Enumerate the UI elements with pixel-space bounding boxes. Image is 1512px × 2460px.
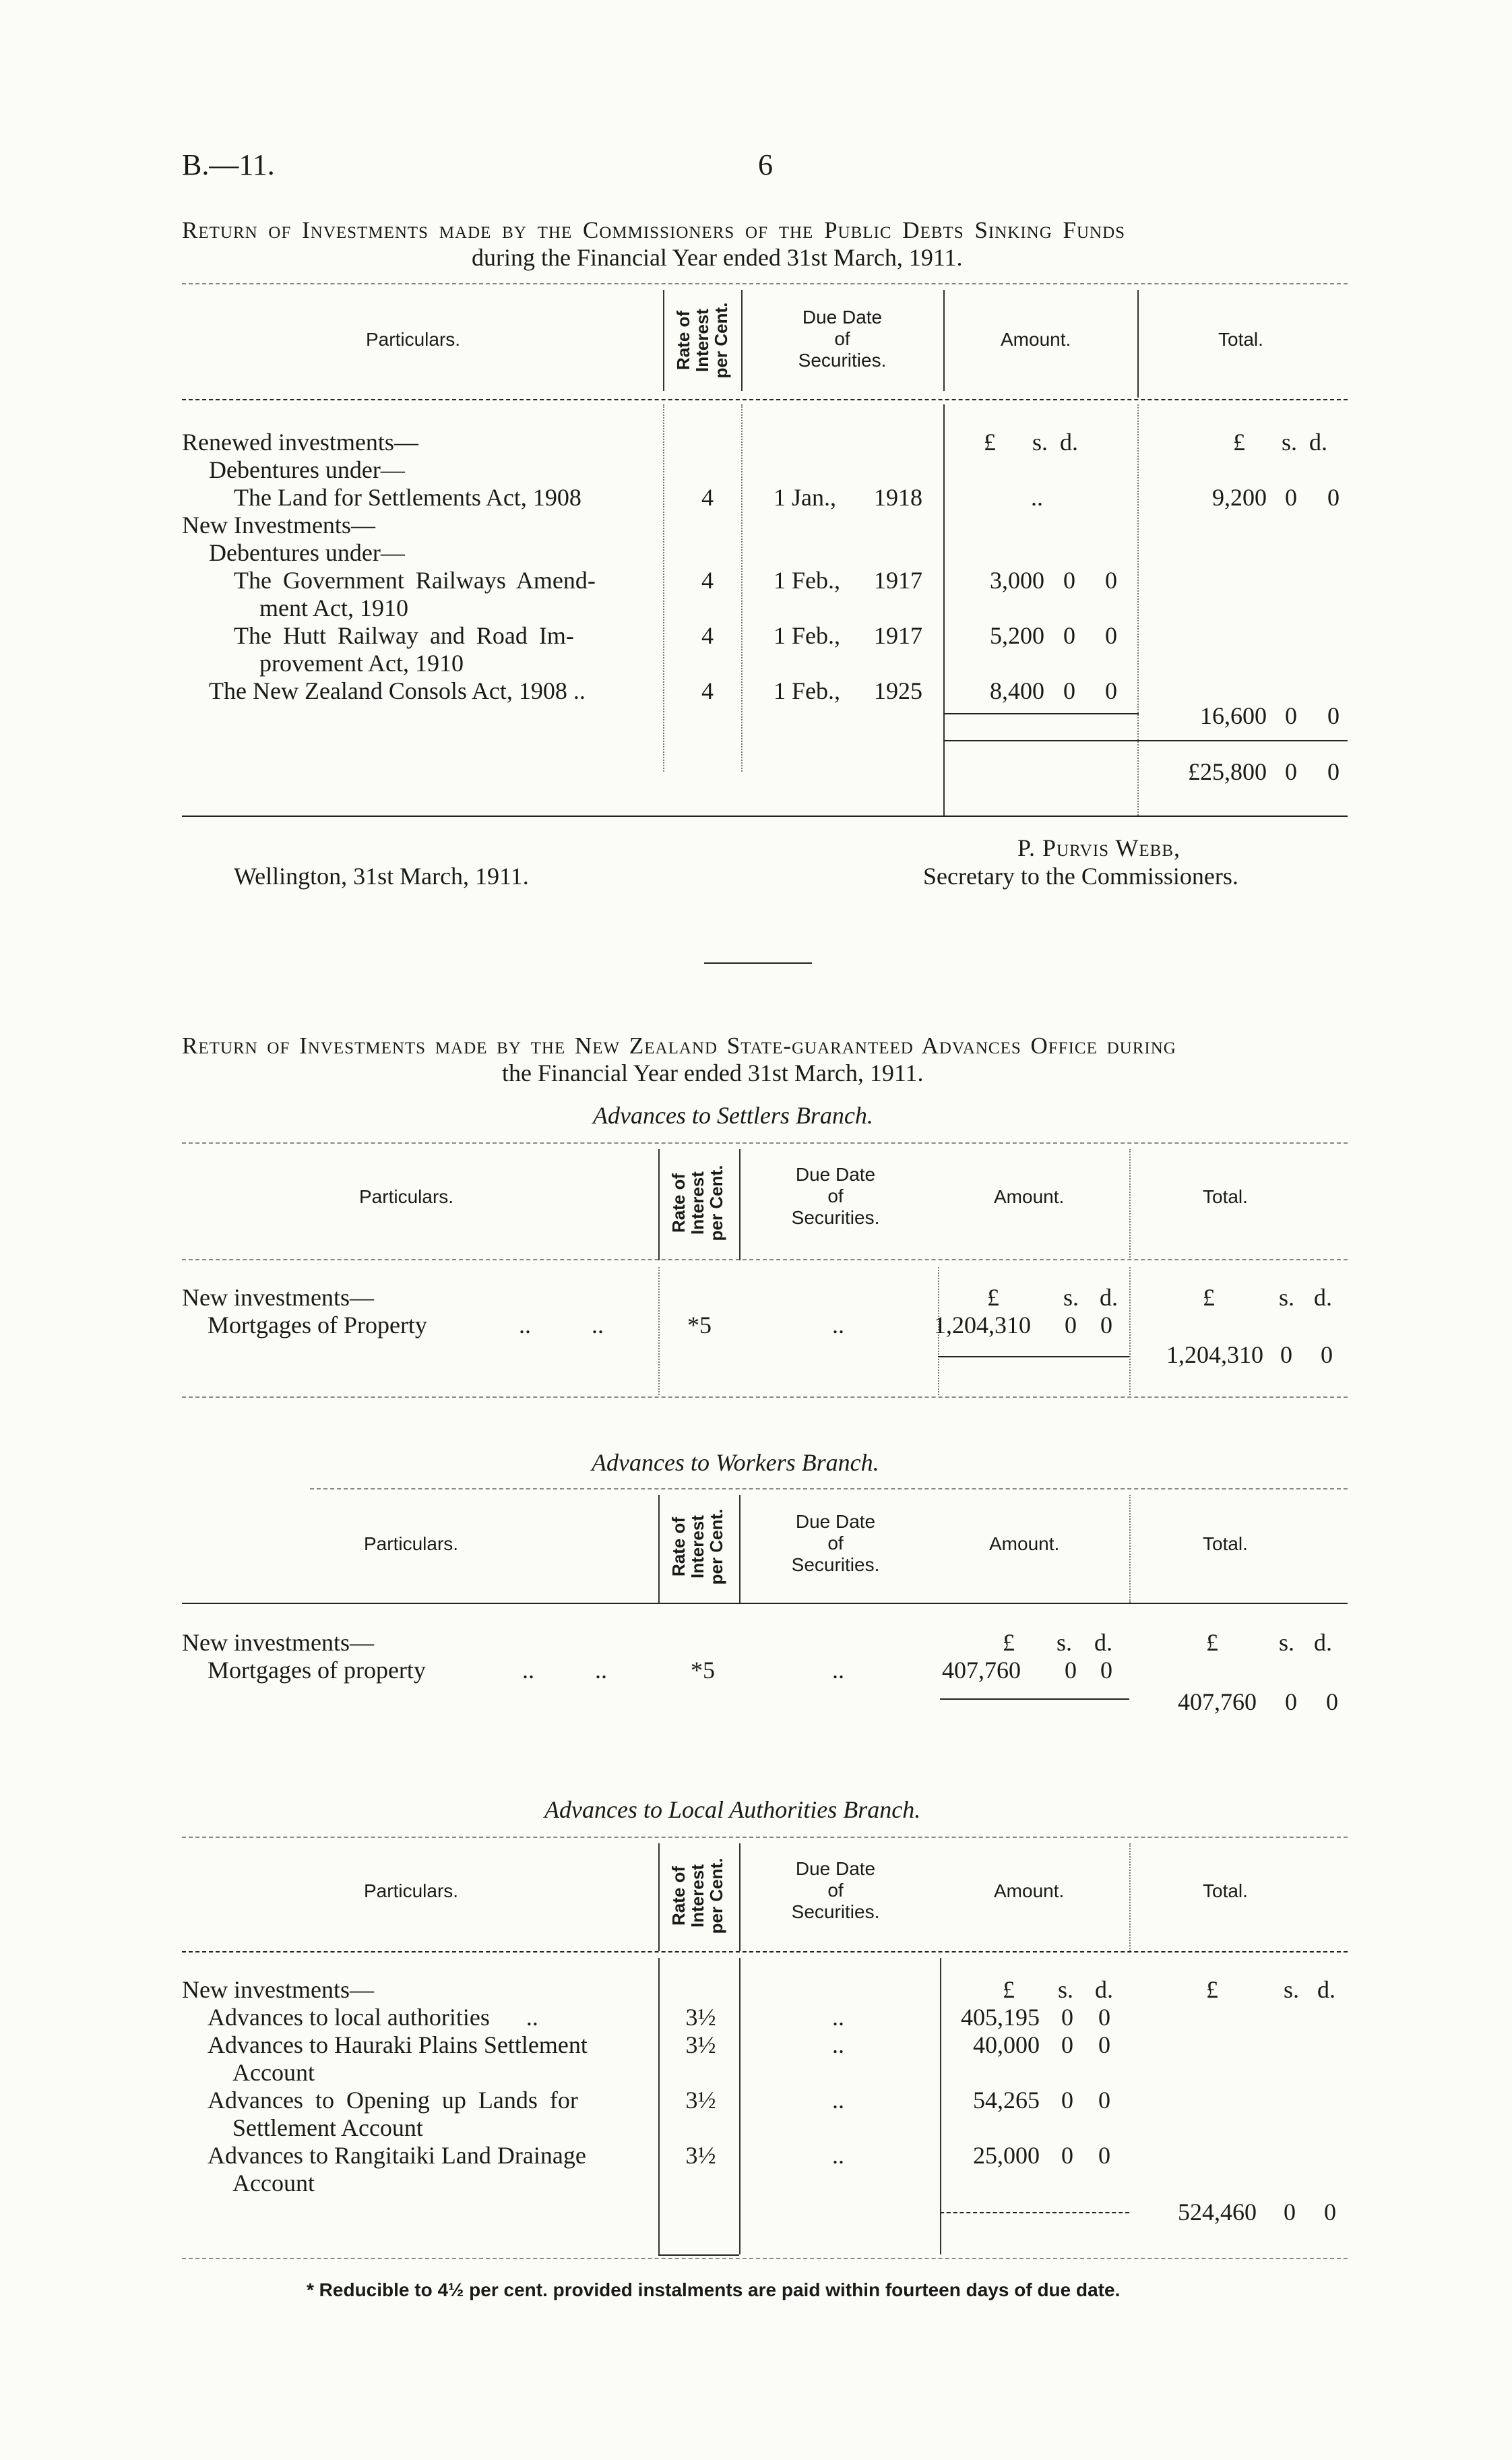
local-amt-4-s: 0 <box>1061 2142 1073 2169</box>
settlers-tot-s: 0 <box>1280 1341 1292 1368</box>
settlers-hdr-due: Due Date of Securities. <box>791 1164 880 1228</box>
t1-amt-3: 5,200 <box>990 622 1044 649</box>
local-amt-2-s: 0 <box>1061 2031 1073 2058</box>
t1-year-1: 1918 <box>874 484 922 511</box>
workers-tot-d: 0 <box>1326 1688 1338 1715</box>
workers-amt-d-unit: d. <box>1094 1629 1112 1656</box>
t1-row-renewed: Renewed investments— <box>182 429 418 456</box>
local-due-1: .. <box>832 2004 844 2031</box>
t1-year-4: 1925 <box>874 677 922 704</box>
local-due-3: .. <box>832 2087 844 2114</box>
workers-tot-s: 0 <box>1285 1688 1297 1715</box>
footnote: * Reducible to 4½ per cent. provided instalments are paid within fourteen days of due date. <box>307 2279 1121 2300</box>
local-hdr-rate: Rate of Interest per Cent. <box>668 1857 726 1934</box>
page-number: 6 <box>758 148 773 181</box>
local-tot-d: 0 <box>1324 2198 1336 2225</box>
t1-amt-4: 8,400 <box>990 677 1044 704</box>
t1-due-1: 1 Jan., <box>774 484 836 511</box>
table2-title-line1: Return of Investments made by the New Zealand State-guaranteed Advances Office during <box>182 1033 1176 1059</box>
table1-title-line2: during the Financial Year ended 31st March, 1911. <box>472 244 963 271</box>
workers-amt-s-unit: s. <box>1057 1629 1073 1656</box>
table2-title-line2: the Financial Year ended 31st March, 1911. <box>502 1059 924 1086</box>
t1-tot-1-d: 0 <box>1327 484 1340 511</box>
t1-hdr-total: Total. <box>1218 329 1263 350</box>
t1-tot-1: 9,200 <box>1212 484 1267 511</box>
settlers-heading: Advances to Settlers Branch. <box>593 1102 873 1129</box>
settlers-amt-d: 0 <box>1100 1312 1112 1339</box>
workers-row-new: New investments— <box>182 1629 374 1656</box>
t1-hdr-rate: Rate of Interest per Cent. <box>673 302 731 379</box>
t1-hdr-particulars: Particulars. <box>366 329 461 350</box>
t1-amt-2-d: 0 <box>1105 567 1117 594</box>
local-amt-1: 405,195 <box>961 2004 1040 2031</box>
settlers-amt-d-unit: d. <box>1100 1284 1118 1311</box>
settlers-amt-pound: £ <box>987 1284 999 1311</box>
workers-amt-s: 0 <box>1065 1657 1077 1684</box>
local-tot-d-unit: d. <box>1317 1976 1335 2003</box>
local-tot-s-unit: s. <box>1284 1976 1300 2003</box>
settlers-tot-pound: £ <box>1203 1284 1215 1311</box>
t1-due-3: 1 Feb., <box>774 622 840 649</box>
t1-grand-d: 0 <box>1327 758 1340 785</box>
t1-grand-total: £25,800 <box>1188 758 1267 785</box>
t1-amt-2-s: 0 <box>1063 567 1075 594</box>
local-amt-2-d: 0 <box>1098 2031 1110 2058</box>
t1-row-railways-cont: ment Act, 1910 <box>259 594 408 621</box>
local-row-4-cont: Account <box>232 2170 315 2196</box>
t1-row-consols: The New Zealand Consols Act, 1908 .. <box>209 677 586 704</box>
settlers-tot-d: 0 <box>1321 1341 1333 1368</box>
t1-due-4: 1 Feb., <box>774 677 840 704</box>
local-amt-1-d: 0 <box>1098 2004 1110 2031</box>
local-heading: Advances to Local Authorities Branch. <box>544 1796 921 1823</box>
local-amt-d-unit: d. <box>1095 1976 1113 2003</box>
t1-hdr-amount: Amount. <box>1001 329 1071 350</box>
local-hdr-particulars: Particulars. <box>364 1880 459 1901</box>
t1-year-3: 1917 <box>874 622 922 649</box>
local-hdr-amount: Amount. <box>994 1880 1065 1901</box>
table1-title-line1: Return of Investments made by the Commissioners of the Public Debts Sinking Funds <box>182 217 1126 243</box>
workers-hdr-amount: Amount. <box>989 1533 1060 1554</box>
local-tot-s: 0 <box>1284 2198 1296 2225</box>
settlers-hdr-rate: Rate of Interest per Cent. <box>668 1165 726 1241</box>
settlers-row-mortgages: Mortgages of Property <box>208 1312 427 1339</box>
t1-year-2: 1917 <box>874 567 922 594</box>
local-amt-3-d: 0 <box>1098 2087 1110 2114</box>
local-row-2: Advances to Hauraki Plains Settlement <box>208 2031 588 2058</box>
settlers-hdr-total: Total. <box>1203 1186 1248 1207</box>
settlers-row-new: New investments— <box>182 1284 374 1311</box>
workers-heading: Advances to Workers Branch. <box>592 1449 879 1476</box>
page-reference: B.—11. <box>182 148 275 181</box>
t1-amt-1: .. <box>1031 484 1043 511</box>
local-row-1: Advances to local authorities .. <box>208 2004 538 2031</box>
local-row-3: Advances to Opening up Lands for <box>208 2087 578 2114</box>
t1-grand-s: 0 <box>1285 758 1297 785</box>
settlers-dots: .. .. <box>519 1312 604 1339</box>
workers-amt-d: 0 <box>1100 1657 1112 1684</box>
t1-subtotal: 16,600 <box>1200 702 1267 729</box>
t1-amt-2: 3,000 <box>990 567 1044 594</box>
local-row-4: Advances to Rangitaiki Land Drainage <box>208 2142 586 2169</box>
workers-hdr-particulars: Particulars. <box>364 1533 459 1554</box>
local-amt-4-d: 0 <box>1098 2142 1110 2169</box>
t1-hdr-due: Due Date of Securities. <box>798 307 887 371</box>
t1-amt-3-d: 0 <box>1105 622 1117 649</box>
t1-subtotal-s: 0 <box>1285 702 1297 729</box>
local-row-3-cont: Settlement Account <box>232 2114 423 2141</box>
local-amt-3-s: 0 <box>1061 2087 1073 2114</box>
local-rate-2: 3½ <box>685 2031 716 2058</box>
settlers-rate: *5 <box>687 1312 712 1339</box>
workers-row-mortgages: Mortgages of property <box>208 1657 426 1684</box>
settlers-hdr-particulars: Particulars. <box>359 1186 454 1207</box>
signer-name: P. Purvis Webb, <box>1017 834 1181 861</box>
t1-tot-1-s: 0 <box>1285 484 1297 511</box>
settlers-tot-s-unit: s. <box>1279 1284 1295 1311</box>
local-amt-s-unit: s. <box>1058 1976 1074 2003</box>
local-tot-pound: £ <box>1206 1976 1218 2003</box>
settlers-due: .. <box>832 1312 844 1339</box>
workers-hdr-due: Due Date of Securities. <box>791 1511 880 1575</box>
t1-amt-4-s: 0 <box>1063 677 1075 704</box>
local-rate-3: 3½ <box>685 2087 716 2114</box>
local-amt-2: 40,000 <box>973 2031 1040 2058</box>
local-amt-pound: £ <box>1003 1976 1015 2003</box>
workers-amt: 407,760 <box>942 1657 1021 1684</box>
settlers-tot-d-unit: d. <box>1314 1284 1332 1311</box>
t1-row-land-settlements: The Land for Settlements Act, 1908 <box>234 484 581 511</box>
t1-due-2: 1 Feb., <box>774 567 840 594</box>
workers-rate: *5 <box>691 1657 715 1684</box>
t1-rate-3: 4 <box>701 622 714 649</box>
settlers-amt-s-unit: s. <box>1063 1284 1079 1311</box>
workers-hdr-total: Total. <box>1203 1533 1248 1554</box>
local-row-2-cont: Account <box>232 2059 315 2086</box>
workers-tot-s-unit: s. <box>1279 1629 1295 1656</box>
workers-tot-d-unit: d. <box>1314 1629 1332 1656</box>
local-hdr-total: Total. <box>1203 1880 1248 1901</box>
local-rate-1: 3½ <box>685 2004 716 2031</box>
local-row-new: New investments— <box>182 1976 374 2003</box>
local-tot: 524,460 <box>1178 2198 1257 2225</box>
settlers-tot: 1,204,310 <box>1166 1341 1263 1368</box>
signer-title: Secretary to the Commissioners. <box>923 863 1238 890</box>
local-due-4: .. <box>832 2142 844 2169</box>
t1-total-units: £ s. d. <box>1233 429 1328 456</box>
workers-hdr-rate: Rate of Interest per Cent. <box>668 1508 726 1585</box>
local-rate-4: 3½ <box>685 2142 716 2169</box>
t1-row-hutt-cont: provement Act, 1910 <box>259 650 464 677</box>
local-amt-3: 54,265 <box>973 2087 1040 2114</box>
workers-tot: 407,760 <box>1178 1688 1257 1715</box>
workers-due: .. <box>832 1657 844 1684</box>
settlers-amt-s: 0 <box>1065 1312 1077 1339</box>
t1-amt-4-d: 0 <box>1105 677 1117 704</box>
t1-rate-2: 4 <box>701 567 714 594</box>
t1-row-debentures-1: Debentures under— <box>209 456 405 483</box>
local-hdr-due: Due Date of Securities. <box>791 1858 880 1922</box>
settlers-hdr-amount: Amount. <box>994 1186 1065 1207</box>
workers-tot-pound: £ <box>1206 1629 1218 1656</box>
local-due-2: .. <box>832 2031 844 2058</box>
t1-amount-units: £ s. d. <box>984 429 1079 456</box>
t1-row-debentures-2: Debentures under— <box>209 539 405 566</box>
t1-rate-4: 4 <box>701 677 714 704</box>
settlers-amt: 1,204,310 <box>934 1312 1031 1339</box>
t1-amt-3-s: 0 <box>1063 622 1075 649</box>
local-amt-1-s: 0 <box>1061 2004 1073 2031</box>
workers-dots: .. .. <box>522 1657 607 1684</box>
workers-amt-pound: £ <box>1003 1629 1015 1656</box>
t1-row-railways: The Government Railways Amend- <box>234 567 596 594</box>
t1-rate-1: 4 <box>701 484 714 511</box>
t1-row-new: New Investments— <box>182 512 375 539</box>
t1-row-hutt: The Hutt Railway and Road Im- <box>234 622 574 649</box>
place-date: Wellington, 31st March, 1911. <box>234 863 529 890</box>
local-amt-4: 25,000 <box>973 2142 1040 2169</box>
t1-subtotal-d: 0 <box>1327 702 1340 729</box>
